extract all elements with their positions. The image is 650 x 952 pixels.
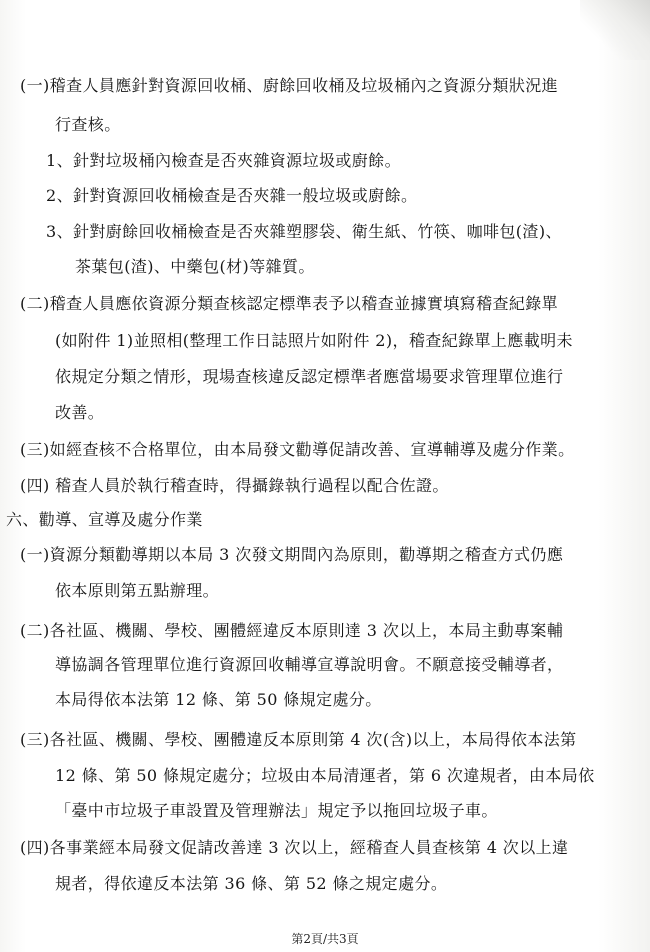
item-5-2-line-3: 依規定分類之情形，現場查核違反認定標準者應當場要求管理單位進行 [55,367,564,386]
item-5-1-line-2: 行查核。 [55,115,121,134]
item-6-1-line-1: (一)資源分類勸導期以本局 3 次發文期間內為原則，勸導期之稽查方式仍應 [20,545,564,564]
item-6-3-line-3: 「臺中市垃圾子車設置及管理辦法」規定予以拖回垃圾子車。 [55,801,498,820]
sub-item-3-line-1: 3、針對廚餘回收桶檢查是否夾雜塑膠袋、衛生紙、竹筷、咖啡包(渣)、 [46,222,562,241]
item-5-2-line-1: (二)稽查人員應依資源分類查核認定標準表予以稽查並據實填寫稽查紀錄單 [20,294,559,313]
sub-item-3-line-2: 茶葉包(渣)、中藥包(材)等雜質。 [75,257,315,276]
item-5-4-line-1: (四) 稽查人員於執行稽查時，得攝錄執行過程以配合佐證。 [20,476,449,495]
page-corner-shadow [580,0,650,60]
item-6-1-line-2: 依本原則第五點辦理。 [55,581,220,600]
item-6-2-line-3: 本局得依本法第 12 條、第 50 條規定處分。 [55,690,382,709]
item-6-2-line-2: 導協調各管理單位進行資源回收輔導宣導說明會。不願意接受輔導者， [55,655,564,674]
item-6-2-line-1: (二)各社區、機關、學校、團體經違反本原則達 3 次以上，本局主動專案輔 [20,621,564,640]
sub-item-1: 1、針對垃圾桶內檢查是否夾雜資源垃圾或廚餘。 [46,151,401,170]
page-number: 第2頁/共3頁 [291,932,359,946]
item-5-2-line-2: (如附件 1)並照相(整理工作日誌照片如附件 2)，稽查紀錄單上應載明未 [55,331,573,350]
item-6-3-line-1: (三)各社區、機關、學校、團體違反本原則第 4 次(含)以上，本局得依本法第 [20,730,577,749]
sub-item-2: 2、針對資源回收桶檢查是否夾雜一般垃圾或廚餘。 [46,186,418,205]
section-6-heading: 六、勸導、宣導及處分作業 [6,510,203,529]
item-5-1-line-1: (一)稽查人員應針對資源回收桶、廚餘回收桶及垃圾桶內之資源分類狀況進 [20,76,559,95]
item-5-3-line-1: (三)如經查核不合格單位，由本局發文勸導促請改善、宣導輔導及處分作業。 [20,440,575,459]
item-6-3-line-2: 12 條、第 50 條規定處分；垃圾由本局清運者，第 6 次違規者，由本局依 [55,766,595,785]
item-6-4-line-2: 規者，得依違反本法第 36 條、第 52 條之規定處分。 [55,874,448,893]
item-5-2-line-4: 改善。 [55,403,105,422]
item-6-4-line-1: (四)各事業經本局發文促請改善達 3 次以上，經稽查人員查核第 4 次以上違 [20,838,569,857]
